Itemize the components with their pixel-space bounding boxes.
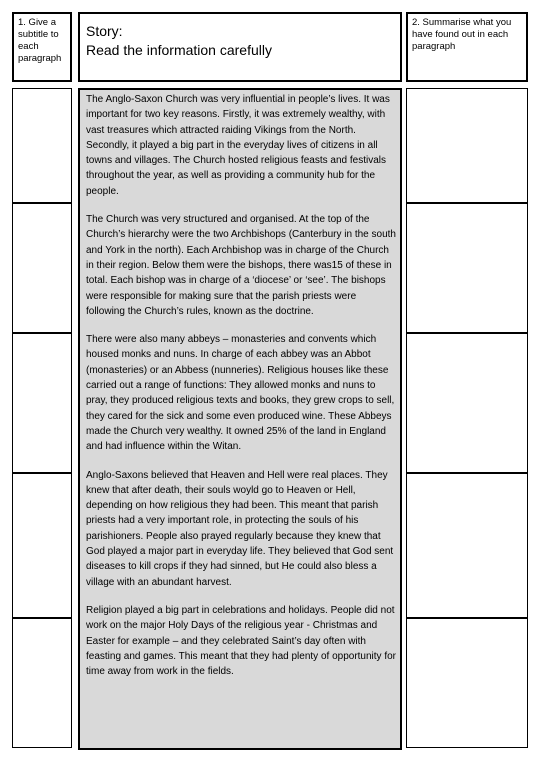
story-text-panel [78,88,402,750]
story-header [78,12,402,82]
summary-answer-box-1[interactable] [406,88,528,203]
subtitle-answer-box-4[interactable] [12,473,72,618]
summary-column-header [406,12,528,82]
summary-answer-box-3[interactable] [406,333,528,473]
summary-answer-box-2[interactable] [406,203,528,333]
subtitle-answer-box-2[interactable] [12,203,72,333]
story-title: Story: [86,23,123,39]
story-paragraph-1: The Anglo-Saxon Church was very influential in people’s lives. It was important for two key reasons. Firstly, it was extremely wealthy, with vast treasures which attracted raiding Vikings from the North. Secondly, it played a big part in the everyday lives of citizens in all towns and villages. The Church hosted religious feasts and festivals throughout the year, as well as providing a community hub for the people. [86,94,390,197]
summary-answer-box-5[interactable] [406,618,528,748]
subtitle-answer-box-1[interactable] [12,88,72,203]
story-paragraph-2: The Church was very structured and organised. At the top of the Church’s hierarchy were the two Archbishops (Canterbury in the south and York in the north). Each Archbishop was in charge of the Church in their region. Below them were the bishops, there was15 of these in total. Each bishop was in charge of a ‘diocese’ or ‘see’. The bishops were responsible for making sure that the parish priests were following the Church’s rules, known as the doctrine. [86,214,396,317]
subtitle-column-header [12,12,72,82]
subtitle-column-header-text: 1. Give a subtitle to each paragraph [18,17,62,64]
story-paragraph-4: Anglo-Saxons believed that Heaven and Hell were real places. They knew that after death, their souls woyld go to Heaven or Hell, depending on how religious they had been. This meant that parish priests had a very important role, in protecting the souls of his parishioners. People also prayed regularly because they knew that God played a major part in everyday life. They believed that God sent diseases to kill crops if they had sinned, but He could also bless a village with an abundant harvest. [86,469,394,588]
summary-column-header-text: 2. Summarise what you have found out in each paragraph [412,17,512,52]
story-instruction: Read the information carefully [86,42,272,58]
story-paragraph-3: There were also many abbeys – monasteries and convents which housed monks and nuns. In charge of each abbey was an Abbot (monasteries) or an Abbess (nunneries). Religious houses like these carried out a range of functions: They allowed monks and nuns to pray, they produced religious texts and books, they grew crops to sell, they cared for the sick and some even produced wine. These Abbeys made the Church very wealthy. It owned 25% of the land in England and had influence within the Witan. [86,334,395,453]
subtitle-answer-box-5[interactable] [12,618,72,748]
subtitle-answer-box-3[interactable] [12,333,72,473]
story-paragraph-5: Religion played a big part in celebrations and holidays. People did not work on the major Holy Days of the religious year - Christmas and Easter for example – and they celebrated Saint’s day often with feasting and games. This meant that they had plenty of opportunity for time away from work in the fields. [86,604,397,678]
summary-answer-box-4[interactable] [406,473,528,618]
